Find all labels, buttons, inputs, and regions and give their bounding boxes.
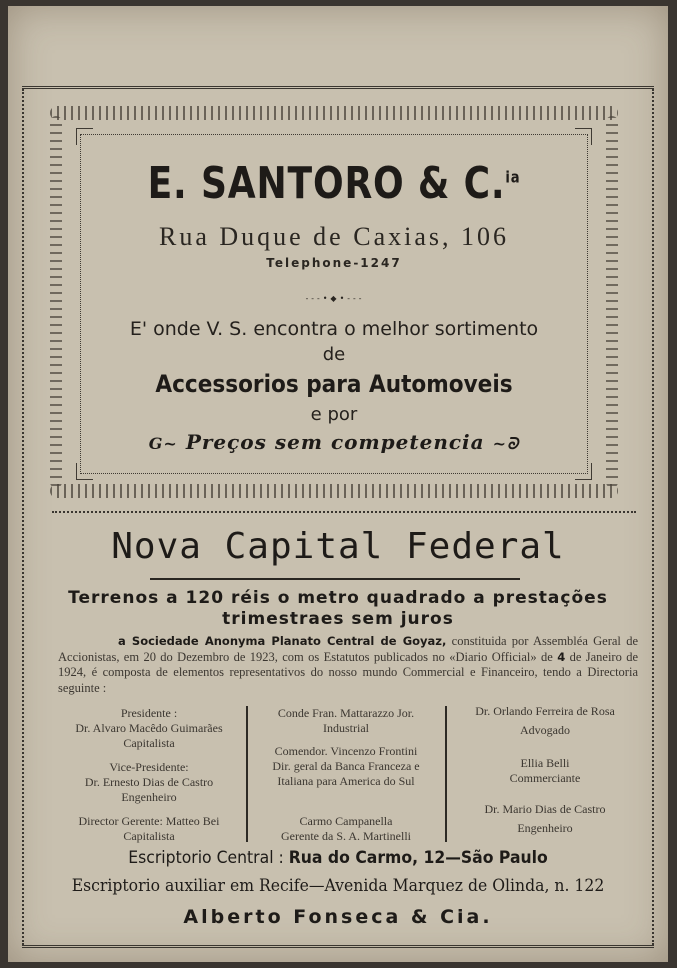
- company-superscript: ia: [505, 167, 521, 187]
- company-telephone: Telephone-1247: [266, 256, 402, 270]
- director-name: Carmo Campanella: [299, 814, 393, 828]
- directors-column-2: [248, 704, 444, 842]
- director-title: Engenheiro: [121, 790, 177, 804]
- director-role: Director Gerente: Matteo Bei: [78, 814, 220, 828]
- director-title: Gerente da S. A. Martinelli: [281, 829, 411, 843]
- director-title: Dir. geral da Banca Franceza e Italiana para America do Sul: [272, 759, 420, 788]
- section-divider: [52, 511, 636, 513]
- director-entry: [56, 706, 242, 751]
- director-name: Ellia Belli: [520, 756, 570, 770]
- director-entry: [56, 760, 242, 805]
- notice-headline-line-2: trimestraes sem juros: [222, 609, 454, 629]
- notice-title: Nova Capital Federal: [111, 526, 565, 567]
- director-entry: [448, 802, 642, 836]
- director-name: Dr. Orlando Ferreira de Rosa: [475, 704, 615, 718]
- auxiliary-office-line: Escriptorio auxiliar em Recife—Avenida Marquez de Olinda, n. 122: [71, 876, 605, 896]
- advertisement-page: [8, 6, 668, 962]
- company-name: E. SANTORO & C.$^{ia}$: [147, 158, 521, 209]
- director-title: Capitalista: [123, 829, 175, 843]
- ad-accessories-heading: Accessorios para Automoveis: [155, 370, 513, 398]
- ornament-separator: ---•◆•---: [305, 294, 365, 303]
- director-name: Dr. Ernesto Dias de Castro: [84, 775, 214, 789]
- director-entry: [248, 706, 444, 736]
- ad-text-line-2: de: [322, 344, 346, 365]
- title-underline: [150, 578, 520, 580]
- director-entry: [448, 756, 642, 786]
- directors-column-3: [448, 704, 642, 842]
- santoro-ad-box: [50, 106, 618, 498]
- director-entry: [248, 814, 444, 844]
- director-title: Industrial: [323, 721, 369, 735]
- director-title: Engenheiro: [517, 821, 573, 835]
- central-office-label: Escriptorio Central :: [128, 848, 284, 868]
- director-entry: [448, 704, 642, 738]
- director-title: Advogado: [520, 723, 570, 737]
- director-title: Commerciante: [509, 771, 581, 785]
- director-name: Dr. Alvaro Macêdo Guimarães: [75, 721, 223, 735]
- paragraph-date: 4: [557, 649, 566, 664]
- corner-ornament: [76, 128, 93, 145]
- signature-company: Alberto Fonseca & Cia.: [183, 906, 493, 928]
- central-office-address: Rua do Carmo, 12—São Paulo: [288, 848, 548, 868]
- director-name: Dr. Mario Dias de Castro: [484, 802, 606, 816]
- director-entry: [248, 744, 444, 789]
- column-divider: [445, 706, 447, 842]
- notice-headline-line-1: Terrenos a 120 réis o metro quadrado a prestações: [68, 588, 608, 608]
- ornament-band-bottom: [50, 484, 618, 498]
- ad-text-line-3: e por: [310, 404, 358, 425]
- flourish-right-icon: ~ᘐ: [492, 434, 520, 453]
- company-address: Rua Duque de Caxias, 106: [158, 222, 509, 251]
- flourish-left-icon: G~: [148, 434, 178, 453]
- director-entry: [56, 814, 242, 844]
- director-name: Conde Fran. Mattarazzo Jor.: [277, 706, 415, 720]
- notice-paragraph: a Sociedade Anonyma Planato Central de Goyaz, constituida por Assembléa Geral de Accionistas, em 20 do Dezembro de 1923, com os Estatutos publicados no «Diario Official» de 4 de Janeiro de 1924, é composta de elementos representativos do nosso mundo Commercial e Financeiro, tendo a Directoria seguinte :: [58, 634, 639, 695]
- central-office-line: [34, 848, 641, 868]
- ad-prices-line: G~ Preços sem competencia ~ᘐ: [148, 430, 520, 454]
- ornament-band-top: [50, 106, 618, 120]
- director-title: Capitalista: [123, 736, 175, 750]
- corner-ornament: [575, 463, 592, 480]
- director-role: Vice-Presidente:: [109, 760, 189, 774]
- ad-text-line-1: E' onde V. S. encontra o melhor sortimento: [129, 318, 539, 340]
- director-name: Comendor. Vincenzo Frontini: [274, 744, 418, 758]
- corner-ornament: [76, 463, 93, 480]
- corner-ornament: [575, 128, 592, 145]
- paragraph-company: a Sociedade Anonyma Planato Central de Goyaz,: [118, 634, 447, 648]
- director-role: Presidente :: [120, 706, 178, 720]
- directors-column-1: [56, 704, 242, 842]
